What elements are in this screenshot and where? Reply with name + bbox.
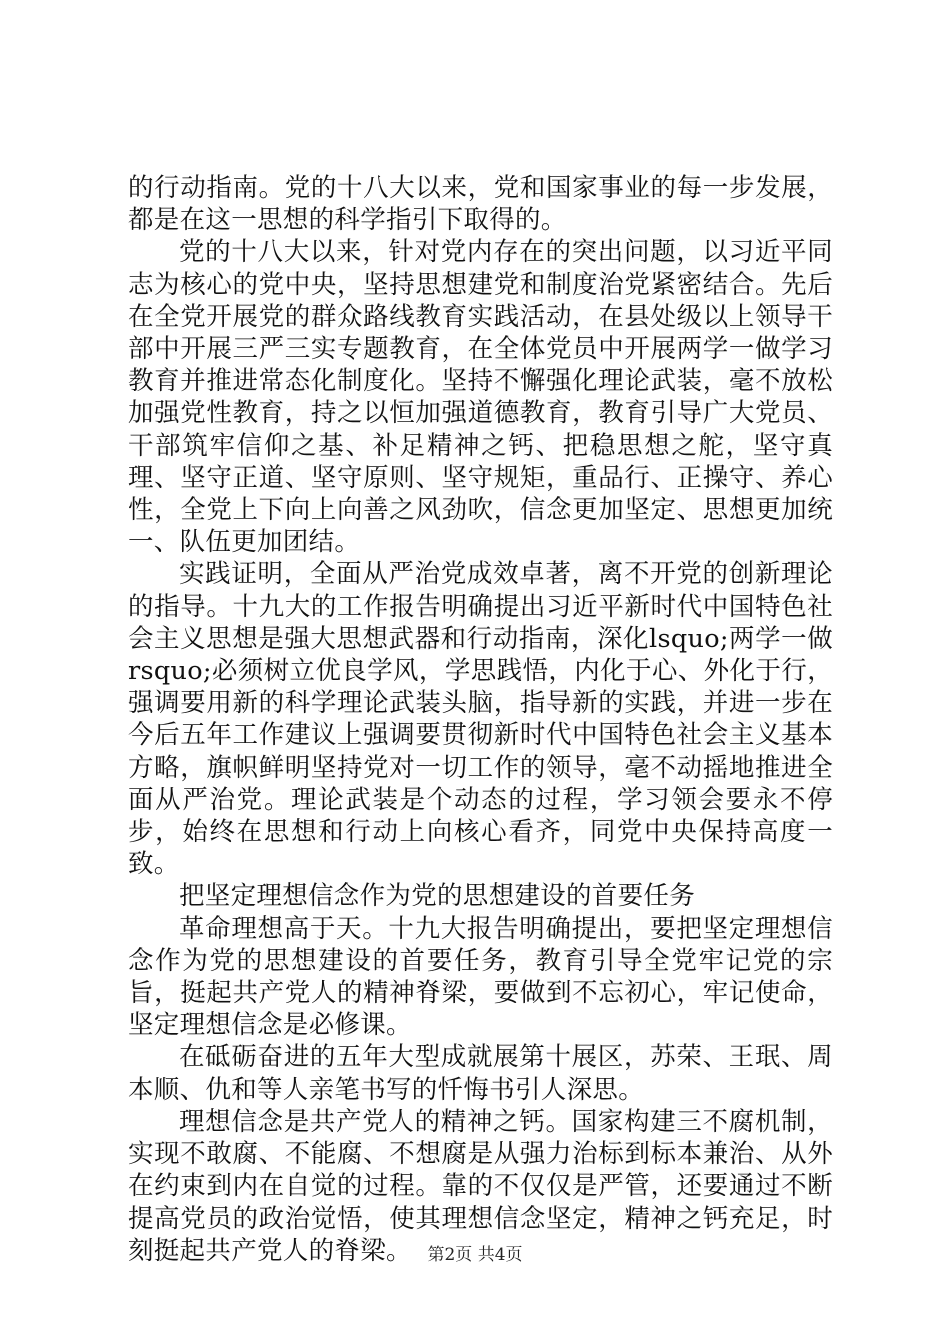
- paragraph-2: 党的十八大以来，针对党内存在的突出问题，以习近平同志为核心的党中央，坚持思想建党和制度治党紧密结合。先后在全党开展党的群众路线教育实践活动，在县处级以上领导干部中开展三严三实专题教育，在全体党员中开展两学一做学习教育并推进常态化制度化。坚持不懈强化理论武装，毫不放松加强党性教育，持之以恒加强道德教育，教育引导广大党员、干部筑牢信仰之基、补足精神之钙、把稳思想之舵，坚守真理、坚守正道、坚守原则、坚守规矩，重品行、正操守、养心性，全党上下向上向善之风劲吹，信念更加坚定、思想更加统一、队伍更加团结。: [128, 237, 833, 558]
- paragraph-4: 革命理想高于天。十九大报告明确提出，要把坚定理想信念作为党的思想建设的首要任务，教育引导全党牢记党的宗旨，挺起共产党人的精神脊梁，要做到不忘初心，牢记使命，坚定理想信念是必修课。: [128, 913, 833, 1041]
- paragraph-5: 在砥砺奋进的五年大型成就展第十展区，苏荣、王珉、周本顺、仇和等人亲笔书写的忏悔书引人深思。: [128, 1042, 833, 1105]
- document-body: [128, 172, 833, 1267]
- paragraph-1: 的行动指南。党的十八大以来，党和国家事业的每一步发展，都是在这一思想的科学指引下取得的。: [128, 173, 833, 236]
- section-heading: 把坚定理想信念作为党的思想建设的首要任务: [179, 881, 696, 912]
- paragraph-3: 实践证明，全面从严治党成效卓著，离不开党的创新理论的指导。十九大的工作报告明确提出习近平新时代中国特色社会主义思想是强大思想武器和行动指南，深化lsquo;两学一做rsquo;必须树立优良学风，学思践悟，内化于心、外化于行，强调要用新的科学理论武装头脑，指导新的实践，并进一步在今后五年工作建议上强调要贯彻新时代中国特色社会主义基本方略，旗帜鲜明坚持党对一切工作的领导，毫不动摇地推进全面从严治党。理论武装是个动态的过程，学习领会要永不停步，始终在思想和行动上向核心看齐，同党中央保持高度一致。: [128, 559, 833, 880]
- page-footer: 第2页 共4页: [427, 1245, 523, 1265]
- paragraph-6: 理想信念是共产党人的精神之钙。国家构建三不腐机制，实现不敢腐、不能腐、不想腐是从强力治标到标本兼治、从外在约束到内在自觉的过程。靠的不仅仅是严管，还要通过不断提高党员的政治觉悟，使其理想信念坚定，精神之钙充足，时刻挺起共产党人的脊梁。: [128, 1106, 833, 1266]
